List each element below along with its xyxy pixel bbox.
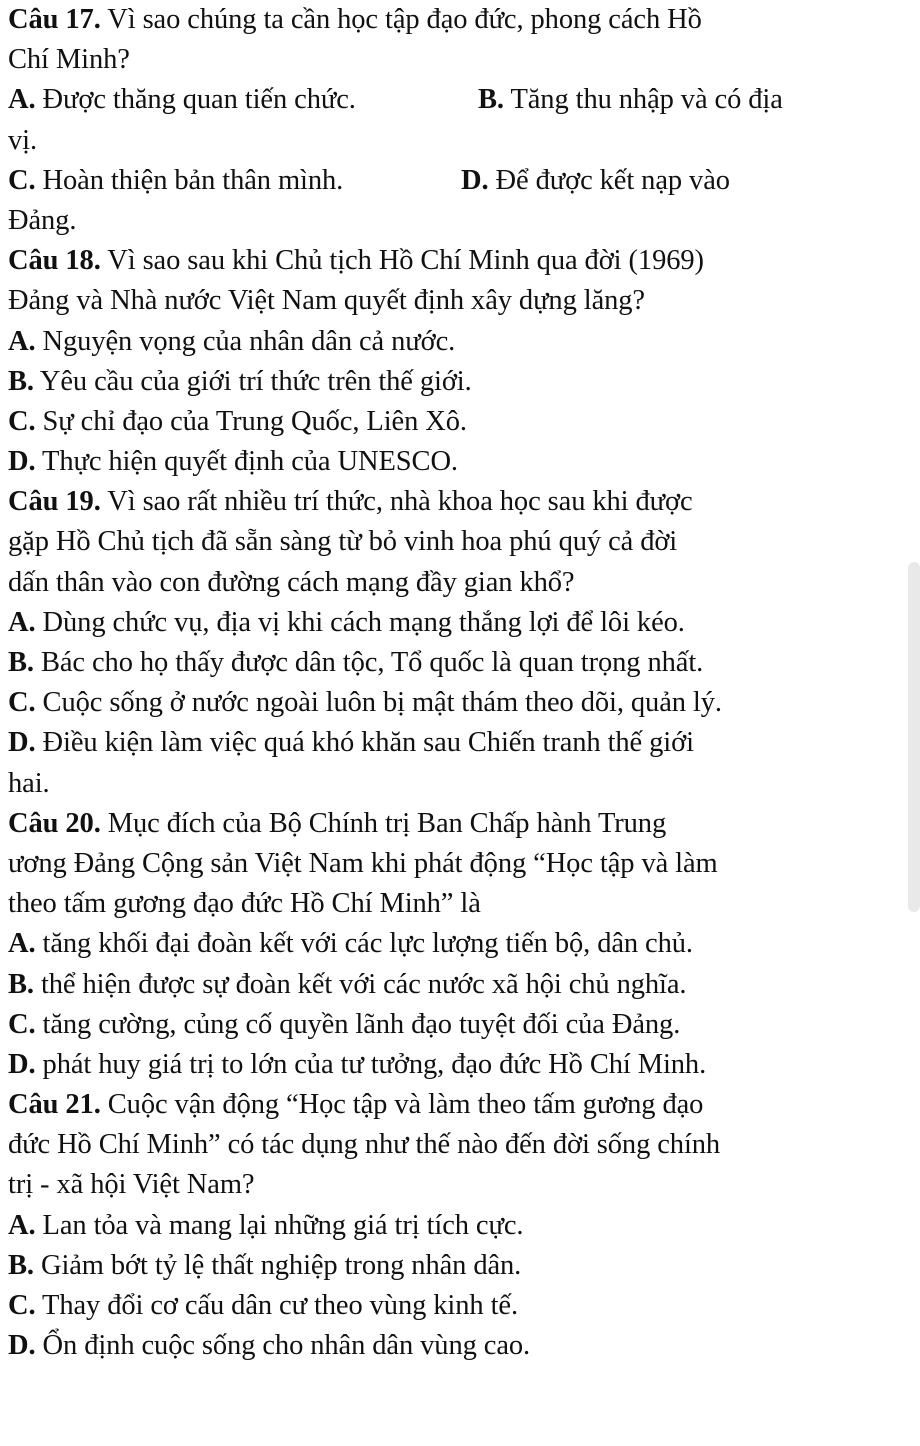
option-b: B. Tăng thu nhập và có địa bbox=[478, 84, 783, 116]
option-b: B. Bác cho họ thấy được dân tộc, Tổ quốc là quan trọng nhất. bbox=[8, 647, 704, 678]
question-stem: Câu 18. Vì sao sau khi Chủ tịch Hồ Chí Minh qua đời (1969) bbox=[8, 245, 704, 277]
question-stem: đức Hồ Chí Minh” có tác dụng như thế nào đến đời sống chính bbox=[8, 1129, 721, 1161]
option-c: C. Thay đổi cơ cấu dân cư theo vùng kinh tế. bbox=[8, 1290, 518, 1321]
question-stem: dấn thân vào con đường cách mạng đầy gian khổ? bbox=[8, 566, 575, 598]
option-c: C. Hoàn thiện bản thân mình. bbox=[8, 164, 344, 196]
question-21 bbox=[8, 1085, 904, 1366]
question-stem: trị - xã hội Việt Nam? bbox=[8, 1169, 255, 1201]
question-19 bbox=[8, 482, 904, 804]
option-c: C. Sự chỉ đạo của Trung Quốc, Liên Xô. bbox=[8, 405, 467, 437]
question-label: Câu 19. bbox=[8, 486, 101, 518]
question-label: Câu 20. bbox=[8, 807, 101, 839]
question-20 bbox=[8, 804, 904, 1085]
scrollbar[interactable] bbox=[908, 562, 920, 912]
option-d: D. Để được kết nạp vào bbox=[461, 164, 730, 196]
option-a: A. Dùng chức vụ, địa vị khi cách mạng thắng lợi để lôi kéo. bbox=[8, 606, 685, 638]
option-c: C. tăng cường, củng cố quyền lãnh đạo tuyệt đối của Đảng. bbox=[8, 1008, 681, 1040]
option-row-ab bbox=[8, 80, 904, 120]
question-stem: Câu 19. Vì sao rất nhiều trí thức, nhà khoa học sau khi được bbox=[8, 486, 693, 518]
question-label: Câu 17. bbox=[8, 4, 101, 35]
option-b: B. thể hiện được sự đoàn kết với các nước xã hội chủ nghĩa. bbox=[8, 968, 687, 1000]
option-a: A. tăng khối đại đoàn kết với các lực lượng tiến bộ, dân chủ. bbox=[8, 928, 693, 960]
option-c: C. Cuộc sống ở nước ngoài luôn bị mật thám theo dõi, quản lý. bbox=[8, 687, 722, 719]
exam-document bbox=[8, 0, 904, 1366]
option-b: B. Giảm bớt tỷ lệ thất nghiệp trong nhân dân. bbox=[8, 1249, 522, 1281]
option-d-continued: hai. bbox=[8, 767, 50, 799]
option-d: D. phát huy giá trị to lớn của tư tưởng, đạo đức Hồ Chí Minh. bbox=[8, 1048, 707, 1080]
question-stem: Câu 17. Vì sao chúng ta cần học tập đạo đức, phong cách Hồ bbox=[8, 4, 702, 35]
question-stem: Câu 21. Cuộc vận động “Học tập và làm theo tấm gương đạo bbox=[8, 1089, 704, 1121]
question-label: Câu 21. bbox=[8, 1089, 101, 1121]
option-d: D. Thực hiện quyết định của UNESCO. bbox=[8, 446, 458, 478]
question-stem: ương Đảng Cộng sản Việt Nam khi phát động “Học tập và làm bbox=[8, 847, 718, 879]
question-stem: Câu 20. Mục đích của Bộ Chính trị Ban Chấp hành Trung bbox=[8, 807, 667, 839]
option-d-continued: Đảng. bbox=[8, 204, 77, 236]
option-d: D. Điều kiện làm việc quá khó khăn sau Chiến tranh thế giới bbox=[8, 727, 694, 759]
question-17 bbox=[8, 0, 904, 241]
question-stem: Đảng và Nhà nước Việt Nam quyết định xây dựng lăng? bbox=[8, 285, 645, 317]
question-stem: theo tấm gương đạo đức Hồ Chí Minh” là bbox=[8, 888, 481, 920]
question-stem: Chí Minh? bbox=[8, 44, 130, 76]
question-18 bbox=[8, 241, 904, 482]
option-a: A. Được thăng quan tiến chức. bbox=[8, 84, 356, 116]
option-b-continued: vị. bbox=[8, 124, 37, 156]
option-a: A. Lan tỏa và mang lại những giá trị tích cực. bbox=[8, 1209, 524, 1241]
option-d: D. Ổn định cuộc sống cho nhân dân vùng cao. bbox=[8, 1330, 531, 1362]
option-row-cd bbox=[8, 161, 904, 201]
option-a: A. Nguyện vọng của nhân dân cả nước. bbox=[8, 325, 456, 357]
option-b: B. Yêu cầu của giới trí thức trên thế giới. bbox=[8, 365, 472, 397]
question-stem: gặp Hồ Chủ tịch đã sẵn sàng từ bỏ vinh hoa phú quý cả đời bbox=[8, 526, 678, 558]
question-label: Câu 18. bbox=[8, 245, 101, 277]
